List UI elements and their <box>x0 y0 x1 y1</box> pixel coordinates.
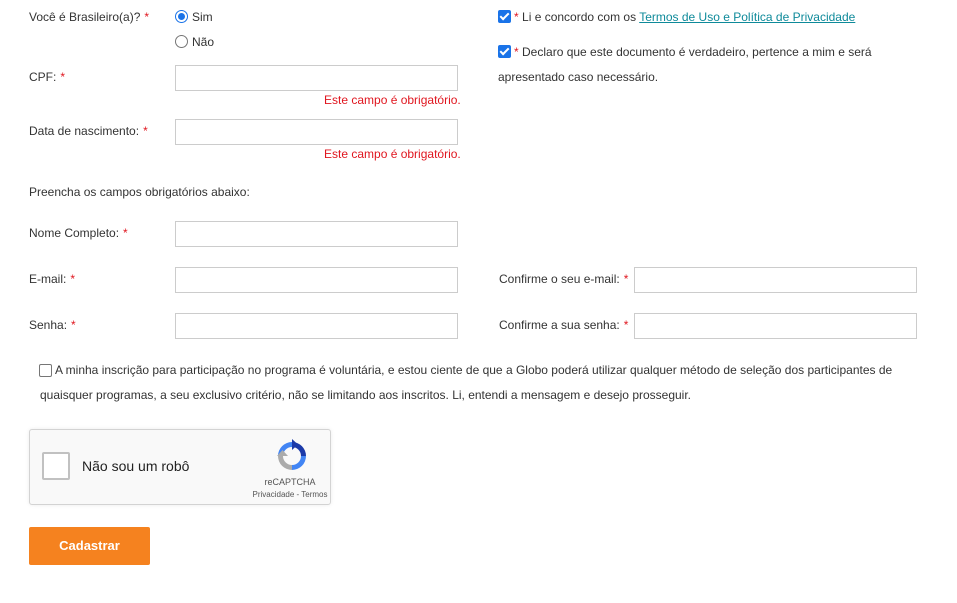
confirm-email-label: Confirme o seu e-mail: * <box>499 272 629 286</box>
cpf-error: Este campo é obrigatório. <box>324 93 461 107</box>
recaptcha-privacy-link[interactable]: Privacidade <box>252 490 295 499</box>
radio-sim-label: Sim <box>192 10 213 24</box>
birthdate-label: Data de nascimento: * <box>29 124 148 138</box>
birthdate-error: Este campo é obrigatório. <box>324 147 461 161</box>
confirm-email-input[interactable] <box>634 267 917 293</box>
recaptcha-logo-icon <box>274 438 310 474</box>
password-label: Senha: * <box>29 318 76 332</box>
radio-nao[interactable] <box>175 35 188 48</box>
password-input[interactable] <box>175 313 458 339</box>
section-note: Preencha os campos obrigatórios abaixo: <box>29 185 250 199</box>
voluntary-line1: A minha inscrição para participação no programa é voluntária, e estou ciente de que a Globo poderá utilizar qualquer método de seleção dos participantes de <box>55 363 893 377</box>
confirm-password-input[interactable] <box>634 313 917 339</box>
declaration-line2: apresentado caso necessário. <box>498 70 659 84</box>
recaptcha-links: Privacidade - Termos <box>252 490 328 499</box>
recaptcha-checkbox[interactable] <box>42 452 70 480</box>
recaptcha-brand: reCAPTCHA <box>264 477 316 487</box>
voluntary-text <box>40 358 920 408</box>
email-label: E-mail: * <box>29 272 76 286</box>
radio-nao-label: Não <box>192 35 215 49</box>
cpf-label: CPF: * <box>29 70 66 84</box>
recaptcha-widget <box>29 429 331 505</box>
radio-sim[interactable] <box>175 10 188 23</box>
recaptcha-label: Não sou um robô <box>82 458 190 474</box>
fullname-input[interactable] <box>175 221 458 247</box>
declaration-line1: * Declaro que este documento é verdadeiro, pertence a mim e será <box>514 45 872 59</box>
voluntary-line2: quaisquer programas, a seu exclusivo critério, não se limitando aos inscritos. Li, entendi a mensagem e desejo prosseguir. <box>40 388 692 402</box>
brasileiro-label: Você é Brasileiro(a)? * <box>29 10 150 24</box>
fullname-label: Nome Completo: * <box>29 226 128 240</box>
confirm-password-label: Confirme a sua senha: * <box>499 318 629 332</box>
cpf-input[interactable] <box>175 65 458 91</box>
terms-text: * Li e concordo com os Termos de Uso e Política de Privacidade <box>514 10 856 24</box>
submit-button[interactable]: Cadastrar <box>29 527 150 565</box>
recaptcha-terms-link[interactable]: Termos <box>301 490 328 499</box>
birthdate-input[interactable] <box>175 119 458 145</box>
email-input[interactable] <box>175 267 458 293</box>
terms-link[interactable]: Termos de Uso e Política de Privacidade <box>639 10 856 24</box>
